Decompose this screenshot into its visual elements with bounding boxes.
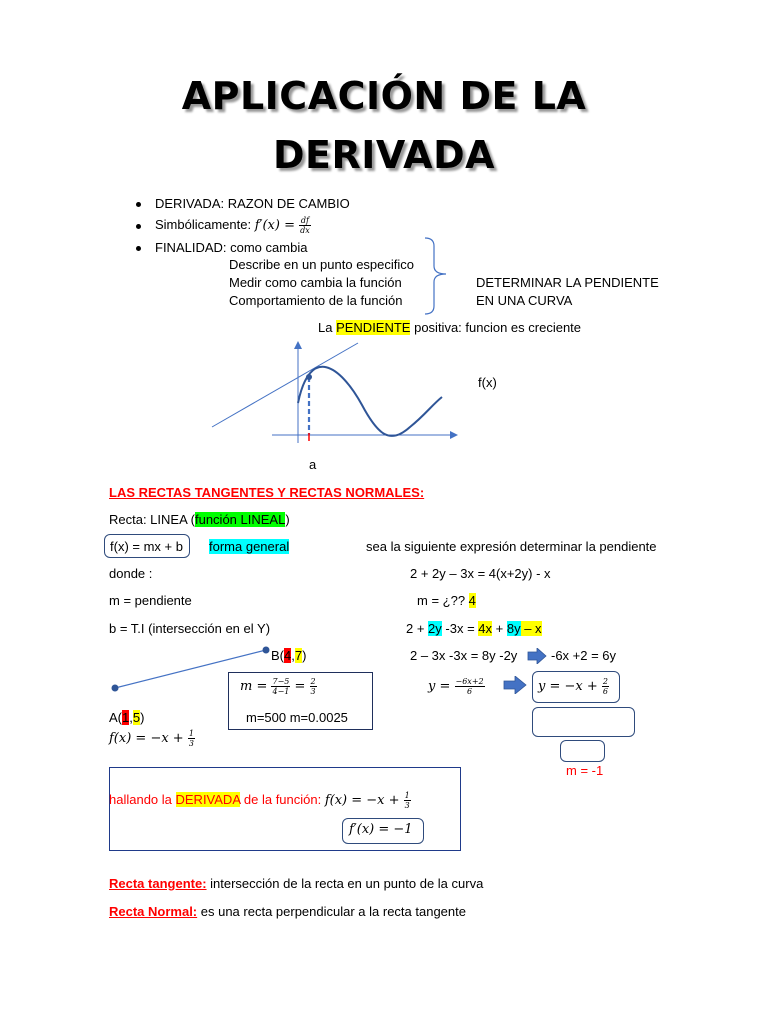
tangent-point <box>306 374 312 380</box>
tangent-graph <box>200 335 470 455</box>
recta-tangente-def: Recta tangente: intersección de la recta en un punto de la curva <box>109 876 484 891</box>
m-question-highlight: 4 <box>468 593 476 608</box>
function-curve <box>298 367 442 436</box>
fx-label: f(x) <box>478 375 497 390</box>
fa-function: f(x) = −x + $\frac{1}{3}$ <box>109 729 194 748</box>
en-una-curva: EN UNA CURVA <box>476 293 573 308</box>
point-a-label: A(1,5) <box>109 710 145 725</box>
df-dx-fraction: $\frac{df}{dx}$ <box>300 216 310 235</box>
tangent-line <box>212 343 358 427</box>
equation-4: 2 – 3x -3x = 8y -2y <box>410 648 518 663</box>
sea-expresion: sea la siguiente expresión determinar la pendiente <box>366 539 657 554</box>
derivada-highlight: DERIVADA <box>175 791 241 807</box>
donde-label: donde : <box>109 566 153 581</box>
finalidad-item-3: Comportamiento de la función <box>229 293 403 308</box>
fa-fraction: $\frac{1}{3}$ <box>188 729 194 748</box>
simbolicamente-label: Simbólicamente: <box>155 216 255 232</box>
point-b-marker <box>263 647 270 654</box>
m-definition: m = pendiente <box>109 593 192 608</box>
slope-formula: m = $\frac{7-5}{4-1}$ = $\frac{2}{3}$ <box>240 677 316 696</box>
derivada-statement: hallando la DERIVADA de la función: f(x) = −x + $\frac{1}{3}$ <box>109 791 410 810</box>
section-heading: LAS RECTAS TANGENTES Y RECTAS NORMALES: <box>109 485 425 500</box>
finalidad-item-1: Describe en un punto especifico <box>229 257 415 272</box>
point-b-label: B(4,7) <box>271 648 307 663</box>
forma-general-highlight: forma general <box>209 539 290 554</box>
m-question: m = ¿?? 4 <box>417 593 476 608</box>
bullet-finalidad: FINALIDAD: como cambia <box>155 240 308 255</box>
equation-1: 2 + 2y – 3x = 4(x+2y) - x <box>410 566 551 581</box>
bullet-simbolicamente <box>155 216 311 235</box>
bullet-derivada: DERIVADA: RAZON DE CAMBIO <box>155 196 350 211</box>
bullet-dot <box>136 246 141 251</box>
recta-normal-def: Recta Normal: es una recta perpendicular a la recta tangente <box>109 904 466 919</box>
m-result: m = -1 <box>566 763 604 778</box>
slope-fraction-2: $\frac{2}{3}$ <box>310 677 316 696</box>
y-simplified: y = −x + $\frac{2}{6}$ <box>538 677 608 696</box>
equation-4b: -6x +2 = 6y <box>551 648 617 663</box>
arrow-right-icon <box>527 648 547 664</box>
pendiente-highlight: PENDIENTE <box>336 320 411 335</box>
derivada-fraction: $\frac{1}{3}$ <box>404 791 410 810</box>
fx-general-equation: f(x) = mx + b <box>110 539 183 554</box>
funcion-lineal-highlight: función LINEAL <box>194 512 286 527</box>
curly-brace-icon <box>420 236 460 316</box>
recta-linea: Recta: LINEA (función LINEAL) <box>109 512 290 527</box>
empty-box-2 <box>560 740 605 762</box>
y-equation: y = $\frac{-6x+2}{6}$ <box>428 677 484 696</box>
pendiente-statement: La PENDIENTE positiva: funcion es creciente <box>318 320 582 335</box>
page-title-line1: APLICACIÓN DE LA <box>181 74 587 118</box>
b-definition: b = T.I (intersección en el Y) <box>109 621 271 636</box>
equation-3: 2 + 2y -3x = 4x + 8y – x <box>406 621 542 636</box>
y2-fraction: $\frac{2}{6}$ <box>602 677 608 696</box>
a-label: a <box>309 457 317 472</box>
determinar-pendiente: DETERMINAR LA PENDIENTE <box>476 275 659 290</box>
empty-box-1 <box>532 707 635 737</box>
m-values: m=500 m=0.0025 <box>246 710 348 725</box>
page-title-line2: DERIVADA <box>272 133 496 177</box>
derivative-notation: f′(x) = <box>254 217 300 233</box>
finalidad-item-2: Medir como cambia la función <box>229 275 402 290</box>
derivative-result: f′(x) = −1 <box>349 822 413 837</box>
y-fraction: $\frac{-6x+2}{6}$ <box>455 677 484 696</box>
slope-fraction-1: $\frac{7-5}{4-1}$ <box>272 677 290 696</box>
arrow-right-icon <box>503 676 527 694</box>
point-a-marker <box>112 685 119 692</box>
bullet-dot <box>136 202 141 207</box>
bullet-dot <box>136 224 141 229</box>
